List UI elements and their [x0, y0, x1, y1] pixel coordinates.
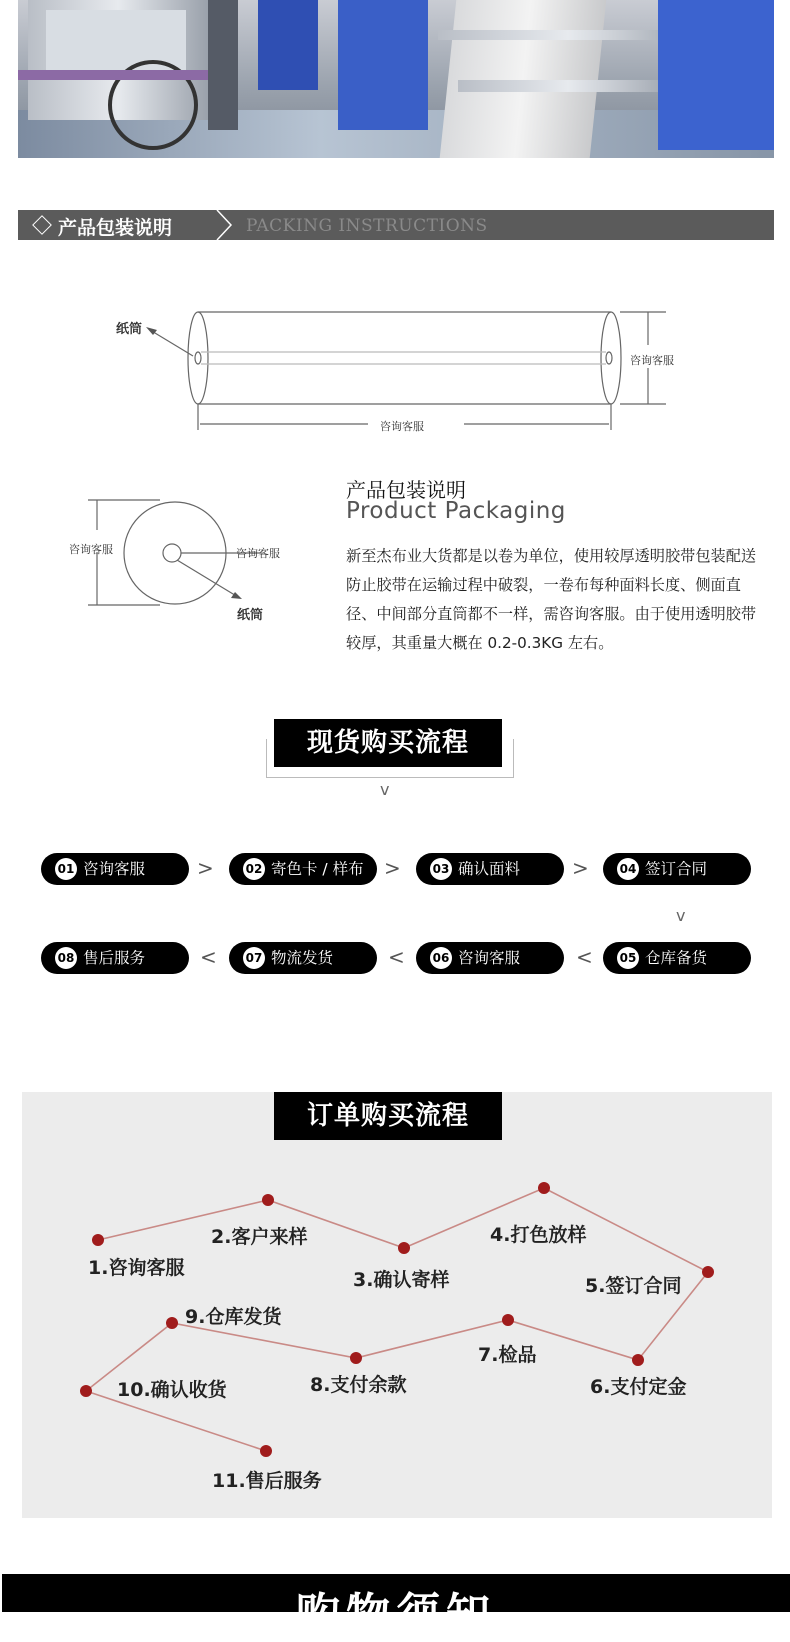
order-step-dot-10 — [80, 1385, 92, 1397]
packing-header-subtitle: PACKING INSTRUCTIONS — [246, 216, 488, 236]
order-step-1: 1.咨询客服 — [88, 1257, 185, 1279]
step-pill-06: 06 咨询客服 — [416, 942, 564, 974]
order-step-8: 8.支付余款 — [310, 1374, 407, 1396]
arrow-left-icon: < — [576, 945, 593, 969]
step-pill-03: 03 确认面料 — [416, 853, 564, 885]
arrow-left-icon: < — [200, 945, 217, 969]
shopping-notice-title: 购物须知 — [296, 1589, 496, 1640]
step-pill-02: 02 寄色卡 / 样布 — [229, 853, 377, 885]
end-tube-label: 纸筒 — [237, 608, 264, 623]
step-pill-05: 05 仓库备货 — [603, 942, 751, 974]
arrow-right-icon: > — [197, 856, 214, 880]
order-step-10: 10.确认收货 — [117, 1379, 227, 1401]
step-pill-07: 07 物流发货 — [229, 942, 377, 974]
arrow-right-icon: > — [572, 856, 589, 880]
order-step-9: 9.仓库发货 — [185, 1306, 282, 1328]
order-step-6: 6.支付定金 — [590, 1376, 687, 1398]
order-step-2: 2.客户来样 — [211, 1226, 308, 1248]
diameter-label: 咨询客服 — [630, 354, 674, 367]
order-step-4: 4.打色放样 — [490, 1224, 587, 1246]
stock-flow-title: 现货购买流程 — [274, 719, 502, 767]
order-step-dot-8 — [350, 1352, 362, 1364]
packaging-title: 产品包装说明 — [346, 478, 466, 502]
packaging-description: 新至杰布业大货都是以卷为单位，使用较厚透明胶带包装配送防止胶带在运输过程中破裂，一卷布每种面料长度、侧面直径、中间部分直筒都不一样，需咨询客服。由于使用透明胶带较厚，其重量大概在 0.2-0.3KG 左右。 — [346, 547, 757, 652]
order-step-dot-1 — [92, 1234, 104, 1246]
length-label: 咨询客服 — [380, 420, 424, 433]
down-chevron-icon: v — [676, 906, 686, 925]
packing-header-title: 产品包装说明 — [58, 217, 173, 239]
order-step-dot-7 — [502, 1314, 514, 1326]
arrow-left-icon: < — [388, 945, 405, 969]
step-pill-01: 01 咨询客服 — [41, 853, 189, 885]
order-step-3: 3.确认寄样 — [353, 1269, 450, 1291]
inner-diameter-label: 咨询客服 — [236, 547, 280, 560]
order-step-7: 7.检品 — [478, 1344, 537, 1366]
order-flow-title: 订单购买流程 — [274, 1092, 502, 1140]
order-step-11: 11.售后服务 — [212, 1470, 322, 1492]
packaging-subtitle: Product Packaging — [346, 498, 566, 524]
shopping-notice-header — [2, 1574, 790, 1640]
outer-diameter-label: 咨询客服 — [69, 543, 113, 556]
order-step-dot-2 — [262, 1194, 274, 1206]
order-step-dot-9 — [166, 1317, 178, 1329]
order-step-dot-4 — [538, 1182, 550, 1194]
step-pill-08: 08 售后服务 — [41, 942, 189, 974]
down-chevron-icon: v — [380, 780, 390, 799]
order-step-dot-6 — [632, 1354, 644, 1366]
step-pill-04: 04 签订合同 — [603, 853, 751, 885]
order-step-dot-11 — [260, 1445, 272, 1457]
tube-label: 纸筒 — [116, 322, 143, 337]
arrow-right-icon: > — [384, 856, 401, 880]
order-step-dot-3 — [398, 1242, 410, 1254]
order-step-dot-5 — [702, 1266, 714, 1278]
order-step-5: 5.签订合同 — [585, 1275, 682, 1297]
